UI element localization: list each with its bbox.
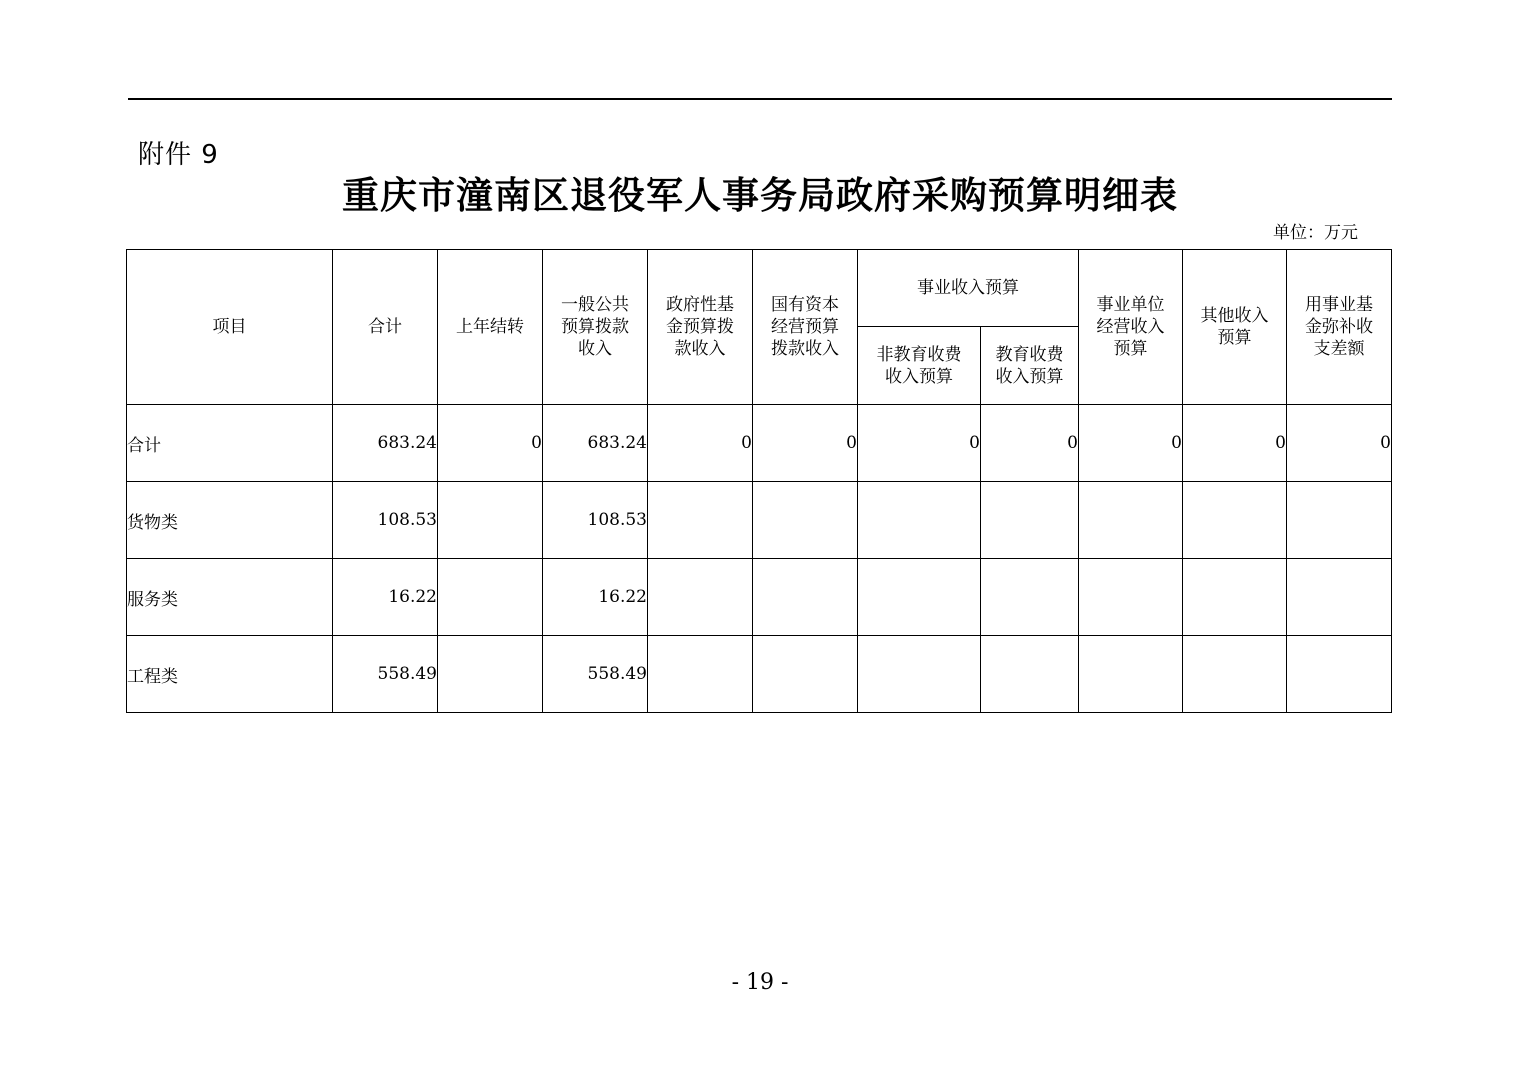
page-number: - 19 - [731, 970, 789, 995]
cell-carryover [438, 559, 543, 636]
cell-other-income: 0 [1183, 405, 1287, 482]
table-row [127, 405, 1392, 482]
header-carryover: 上年结转 [438, 250, 543, 405]
cell-fund-supplement [1287, 559, 1392, 636]
cell-business-unit-operation: 0 [1079, 405, 1183, 482]
table-row [127, 482, 1392, 559]
cell-total: 683.24 [333, 405, 438, 482]
cell-non-education-fee: 0 [858, 405, 981, 482]
row-label: 服务类 [127, 559, 333, 636]
header-education-fee: 教育收费 收入预算 [981, 327, 1079, 405]
header-state-capital-budget: 国有资本 经营预算 拨款收入 [753, 250, 858, 405]
document-title: 重庆市潼南区退役军人事务局政府采购预算明细表 [342, 173, 1178, 217]
cell-fund-supplement [1287, 482, 1392, 559]
header-item: 项目 [127, 250, 333, 405]
cell-carryover [438, 482, 543, 559]
cell-education-fee [981, 559, 1079, 636]
row-label: 工程类 [127, 636, 333, 713]
unit-label: 单位：万元 [1273, 223, 1358, 243]
cell-general-public: 558.49 [543, 636, 648, 713]
cell-total: 108.53 [333, 482, 438, 559]
cell-education-fee [981, 482, 1079, 559]
cell-total: 558.49 [333, 636, 438, 713]
cell-carryover: 0 [438, 405, 543, 482]
header-business-unit-operation: 事业单位 经营收入 预算 [1079, 250, 1183, 405]
cell-non-education-fee [858, 636, 981, 713]
header-rule [128, 98, 1392, 100]
cell-state-capital [753, 482, 858, 559]
row-label: 货物类 [127, 482, 333, 559]
header-gov-fund-budget: 政府性基 金预算拨 款收入 [648, 250, 753, 405]
cell-business-unit-operation [1079, 559, 1183, 636]
table-row [127, 559, 1392, 636]
cell-non-education-fee [858, 559, 981, 636]
cell-business-unit-operation [1079, 636, 1183, 713]
cell-education-fee [981, 636, 1079, 713]
cell-total: 16.22 [333, 559, 438, 636]
cell-fund-supplement: 0 [1287, 405, 1392, 482]
header-general-public-budget: 一般公共 预算拨款 收入 [543, 250, 648, 405]
cell-gov-fund [648, 636, 753, 713]
cell-general-public: 108.53 [543, 482, 648, 559]
cell-general-public: 683.24 [543, 405, 648, 482]
cell-non-education-fee [858, 482, 981, 559]
cell-state-capital [753, 636, 858, 713]
cell-gov-fund: 0 [648, 405, 753, 482]
cell-education-fee: 0 [981, 405, 1079, 482]
cell-state-capital [753, 559, 858, 636]
attachment-label: 附件 9 [138, 140, 219, 170]
cell-gov-fund [648, 482, 753, 559]
cell-carryover [438, 636, 543, 713]
cell-general-public: 16.22 [543, 559, 648, 636]
cell-fund-supplement [1287, 636, 1392, 713]
header-total: 合计 [333, 250, 438, 405]
header-other-income: 其他收入 预算 [1183, 250, 1287, 405]
cell-other-income [1183, 636, 1287, 713]
header-business-income: 事业收入预算 [858, 250, 1079, 327]
header-non-education-fee: 非教育收费 收入预算 [858, 327, 981, 405]
cell-gov-fund [648, 559, 753, 636]
procurement-budget-table [126, 249, 1392, 713]
header-fund-supplement: 用事业基 金弥补收 支差额 [1287, 250, 1392, 405]
cell-business-unit-operation [1079, 482, 1183, 559]
cell-other-income [1183, 482, 1287, 559]
cell-other-income [1183, 559, 1287, 636]
table-row [127, 636, 1392, 713]
cell-state-capital: 0 [753, 405, 858, 482]
row-label: 合计 [127, 405, 333, 482]
